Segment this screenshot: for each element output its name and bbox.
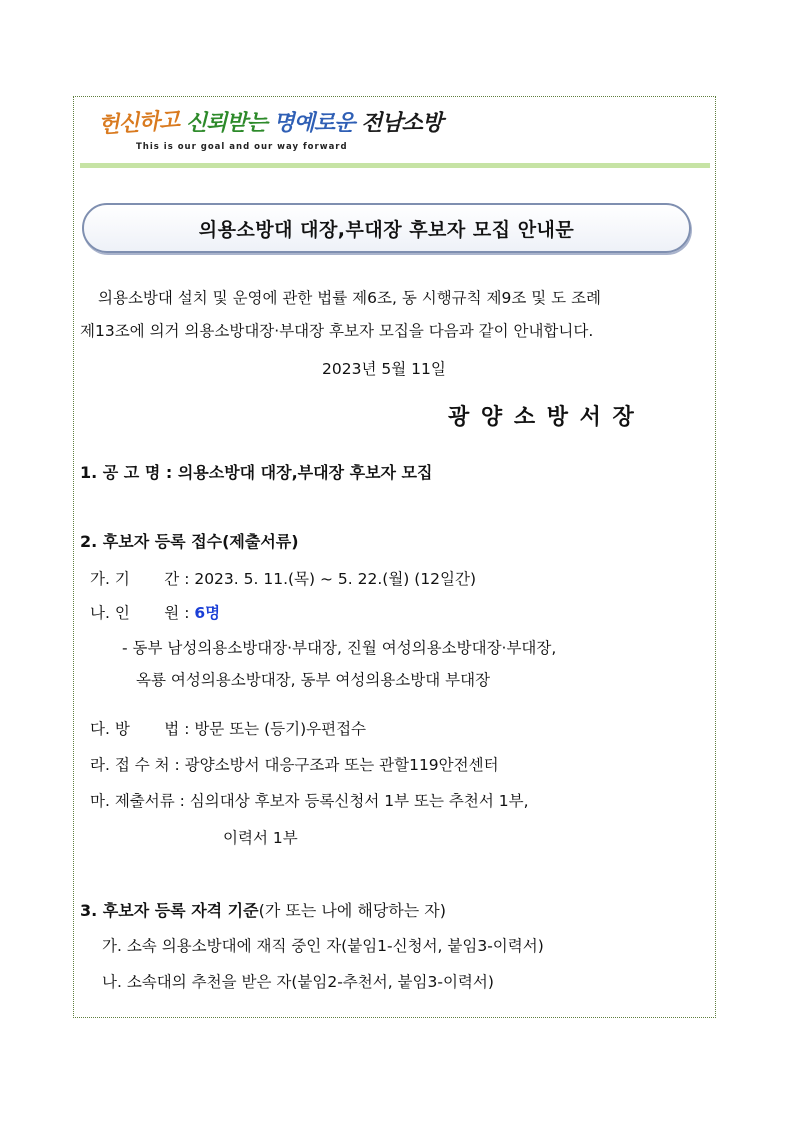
logo-part-2: 신뢰받는 — [185, 111, 267, 136]
positions-line-1: - 동부 남성의용소방대장·부대장, 진월 여성의용소방대장·부대장, — [122, 639, 557, 657]
positions-line-2: 옥룡 여성의용소방대장, 동부 여성의용소방대 부대장 — [136, 671, 491, 689]
logo-part-1: 헌신하고 — [97, 108, 180, 139]
required-docs-line-1: 마. 제출서류 : 심의대상 후보자 등록신청서 1부 또는 추천서 1부, — [90, 792, 529, 810]
logo-slogan — [98, 106, 442, 137]
logo-part-4: 전남소방 — [361, 111, 443, 136]
intro-line-1: 의용소방대 설치 및 운영에 관한 법률 제6조, 동 시행규칙 제9조 및 도 조례 — [98, 289, 602, 307]
header-divider — [80, 163, 710, 168]
application-place: 라. 접 수 처 : 광양소방서 대응구조과 또는 관할119안전센터 — [90, 756, 499, 774]
fire-department-logo — [88, 106, 443, 156]
section-2-heading: 2. 후보자 등록 접수(제출서류) — [80, 532, 299, 551]
title-banner — [82, 203, 691, 253]
issuer-name: 광 양 소 방 서 장 — [448, 405, 636, 430]
section-3-heading-note: (가 또는 나에 해당하는 자) — [258, 901, 446, 920]
recruit-count-value: 6명 — [194, 604, 221, 622]
recruit-count-label: 나. 인 원 : — [90, 604, 195, 622]
qualification-a: 가. 소속 의용소방대에 재직 중인 자(붙임1-신청서, 붙임3-이력서) — [102, 937, 544, 955]
section-1-heading: 1. 공 고 명 : 의용소방대 대장,부대장 후보자 모집 — [80, 463, 433, 482]
page-title: 의용소방대 대장,부대장 후보자 모집 안내문 — [198, 218, 575, 241]
intro-line-2: 제13조에 의거 의용소방대장·부대장 후보자 모집을 다음과 같이 안내합니다. — [80, 322, 594, 340]
application-period: 가. 기 간 : 2023. 5. 11.(목) ~ 5. 22.(월) (12일간) — [90, 570, 477, 588]
section-3-heading — [80, 898, 446, 921]
logo-tagline: This is our goal and our way forward — [136, 142, 348, 152]
application-method: 다. 방 법 : 방문 또는 (등기)우편접수 — [90, 720, 367, 738]
required-docs-line-2: 이력서 1부 — [223, 829, 298, 847]
qualification-b: 나. 소속대의 추천을 받은 자(붙임2-추천서, 붙임3-이력서) — [102, 973, 494, 991]
section-3-heading-bold: 3. 후보자 등록 자격 기준 — [80, 901, 259, 920]
logo-part-3: 명예로운 — [273, 111, 355, 136]
recruit-count-row — [90, 601, 220, 623]
notice-date: 2023년 5월 11일 — [322, 360, 446, 378]
